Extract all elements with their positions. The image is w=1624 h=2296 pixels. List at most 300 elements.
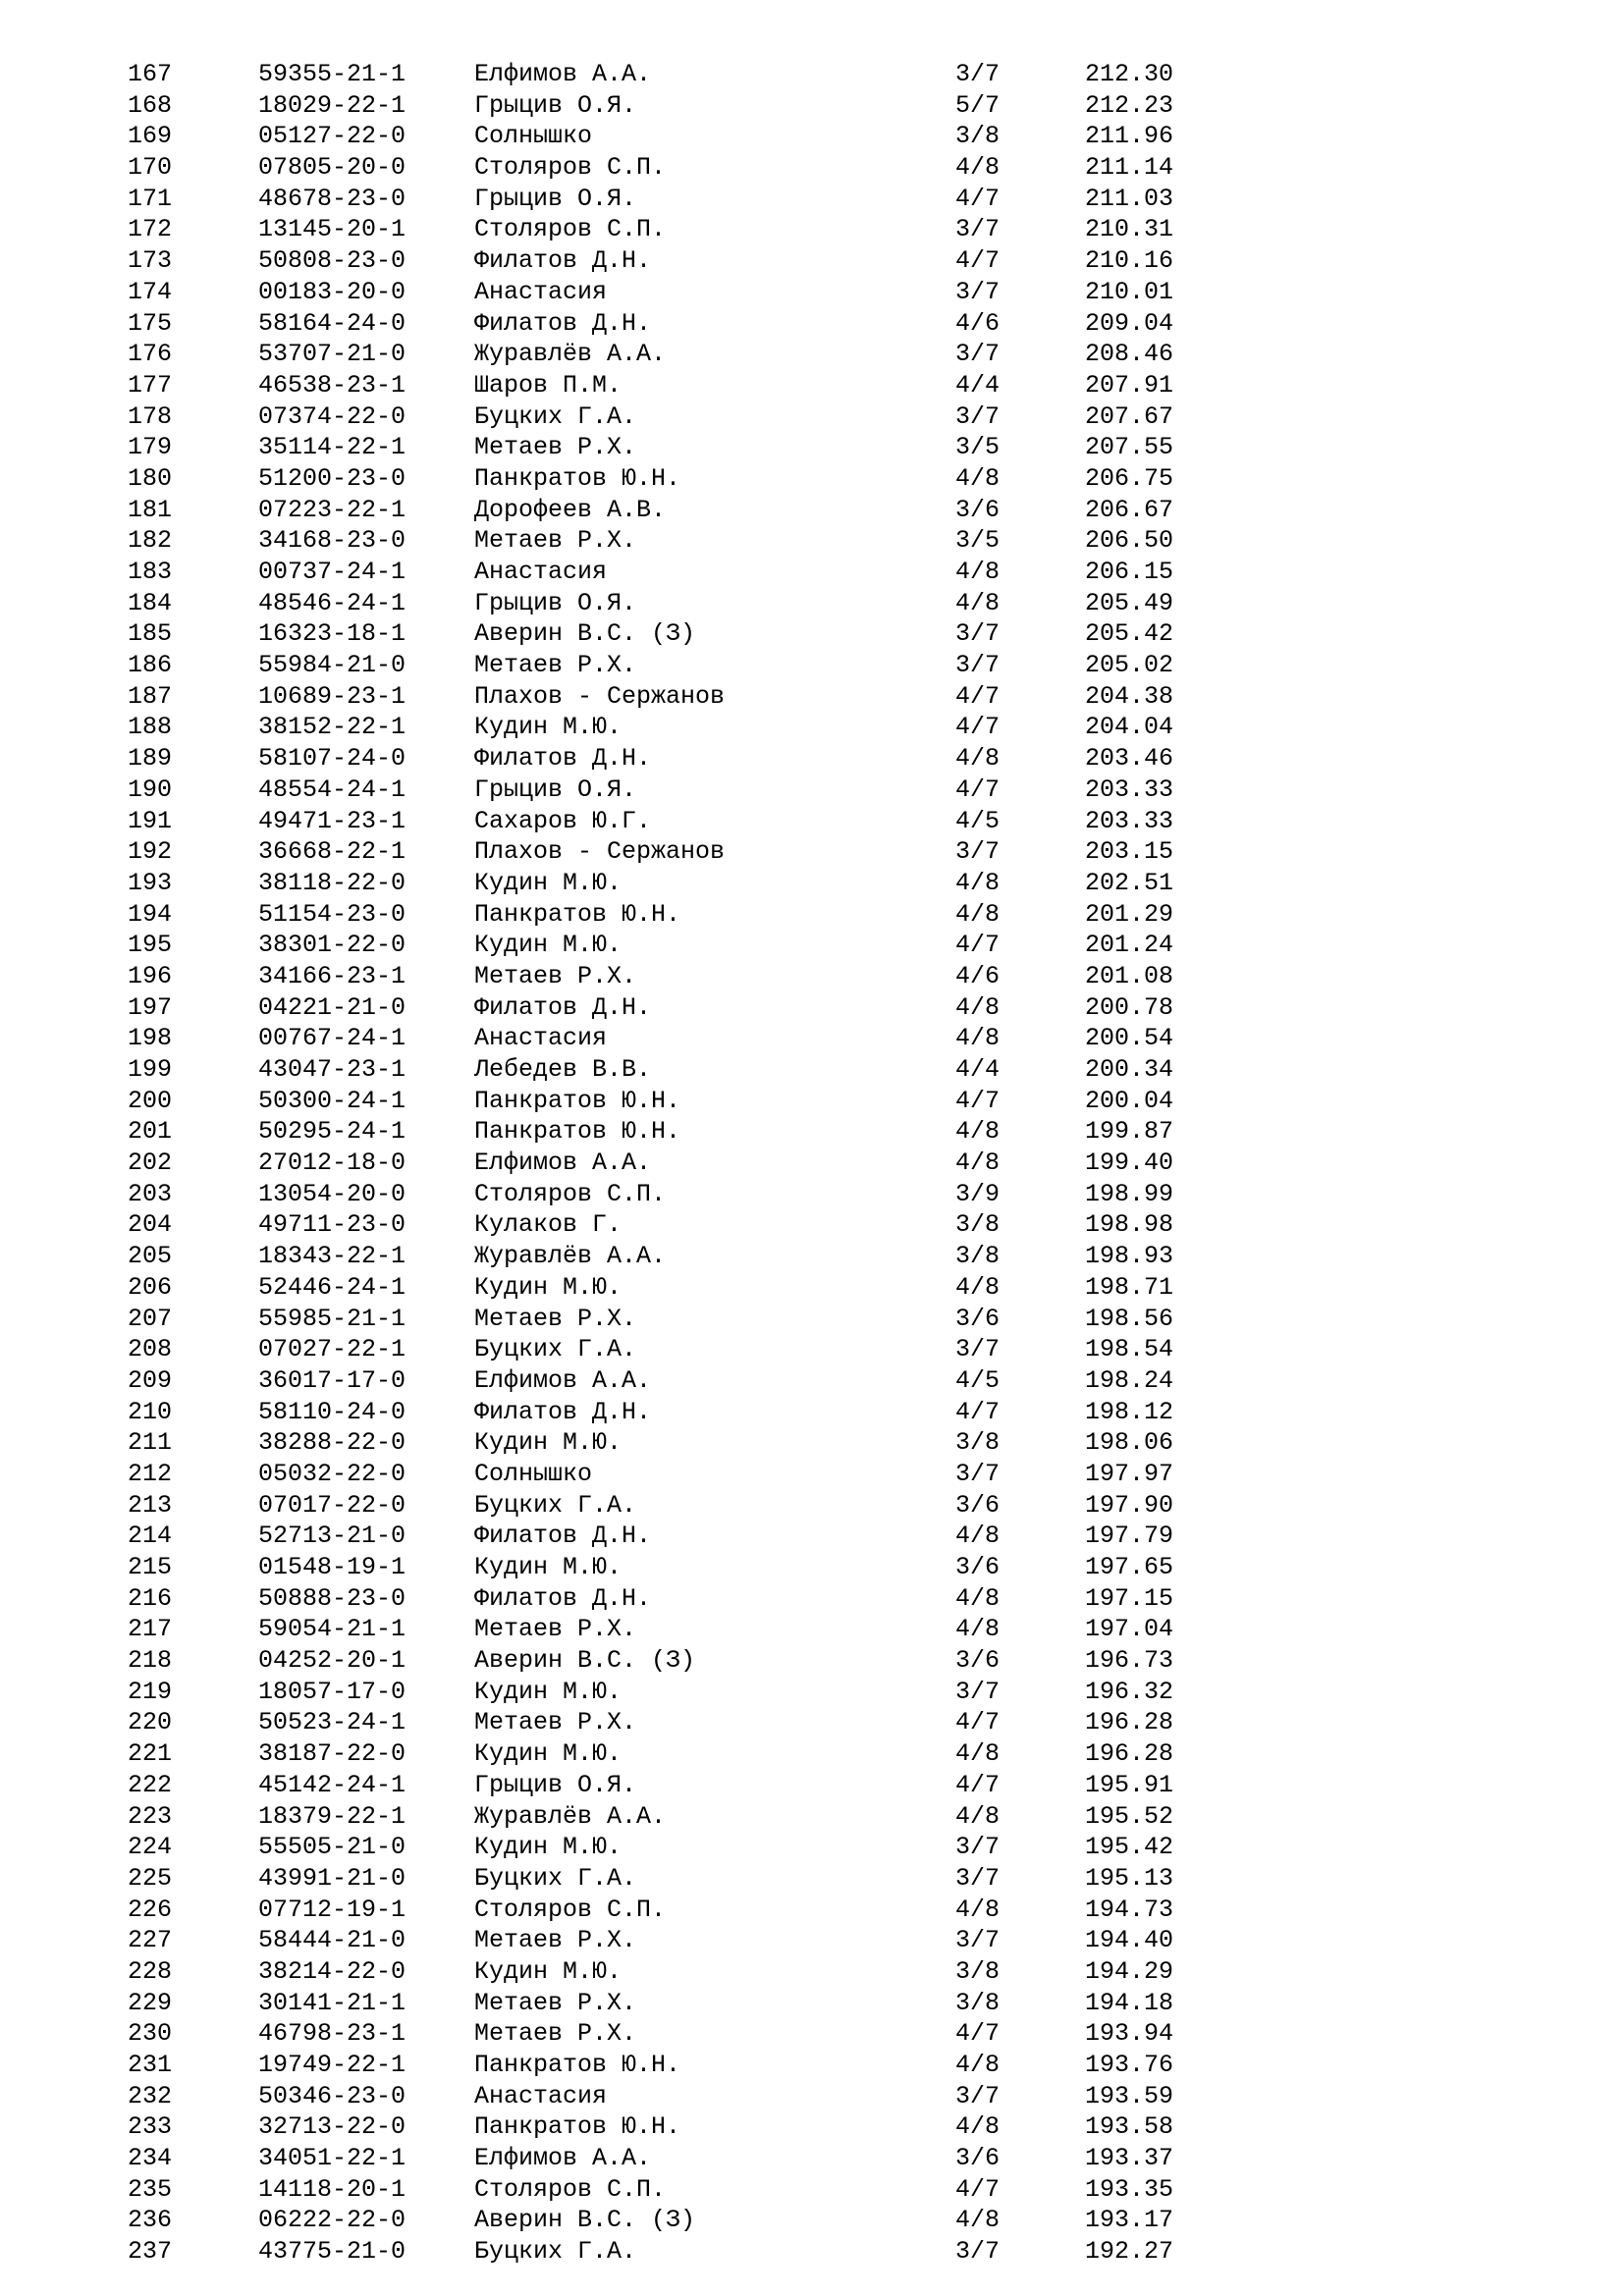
table-row (0, 495, 1624, 526)
owner-name: Столяров С.П. (474, 1179, 667, 1208)
record-id: 59355-21-1 (258, 60, 406, 88)
score-value: 198.71 (1085, 1272, 1174, 1302)
ratio-value: 4/7 (955, 1770, 1001, 1799)
table-row (0, 1304, 1624, 1335)
table-row (0, 1677, 1624, 1708)
table-row (0, 1427, 1624, 1459)
row-number: 215 (128, 1553, 173, 1581)
score-value: 199.87 (1085, 1117, 1174, 1147)
owner-name: Анастасия (474, 1024, 608, 1053)
owner-name: Панкратов Ю.Н. (474, 1086, 681, 1115)
score-value: 206.50 (1085, 526, 1174, 556)
score-value: 203.33 (1085, 774, 1174, 804)
record-id: 50523-24-1 (258, 1708, 406, 1737)
ratio-value: 4/8 (955, 2112, 1001, 2142)
record-id: 06222-22-0 (258, 2206, 406, 2235)
owner-name: Аверин В.С. (З) (474, 1646, 696, 1676)
row-number: 182 (128, 526, 173, 556)
record-id: 04221-21-0 (258, 992, 406, 1022)
score-value: 201.29 (1085, 899, 1174, 929)
record-id: 35114-22-1 (258, 433, 406, 462)
owner-name: Филатов Д.Н. (474, 1397, 652, 1426)
record-id: 10689-23-1 (258, 681, 406, 711)
table-row (0, 1334, 1624, 1365)
row-number: 176 (128, 340, 173, 369)
ratio-value: 3/7 (955, 1926, 1001, 1955)
ratio-value: 3/7 (955, 1863, 1001, 1893)
record-id: 50295-24-1 (258, 1117, 406, 1147)
record-id: 55984-21-0 (258, 651, 406, 680)
row-number: 213 (128, 1490, 173, 1520)
row-number: 200 (128, 1086, 173, 1115)
ratio-value: 3/8 (955, 1210, 1001, 1240)
record-id: 59054-21-1 (258, 1615, 406, 1644)
table-row (0, 774, 1624, 806)
table-row (0, 1459, 1624, 1490)
table-row (0, 1895, 1624, 1926)
record-id: 55985-21-1 (258, 1304, 406, 1333)
table-row (0, 1770, 1624, 1801)
row-number: 231 (128, 2051, 173, 2079)
record-id: 51200-23-0 (258, 463, 406, 493)
score-value: 197.15 (1085, 1583, 1174, 1613)
row-number: 179 (128, 433, 173, 462)
score-value: 203.46 (1085, 744, 1174, 774)
owner-name: Кудин М.Ю. (474, 1677, 623, 1706)
score-value: 196.28 (1085, 1739, 1174, 1769)
record-id: 05127-22-0 (258, 122, 406, 151)
owner-name: Солнышко (474, 1459, 593, 1488)
owner-name: Метаев Р.Х. (474, 651, 637, 680)
score-value: 193.76 (1085, 2051, 1174, 2079)
record-id: 00183-20-0 (258, 277, 406, 306)
ratio-value: 4/5 (955, 806, 1001, 835)
ratio-value: 4/7 (955, 1397, 1001, 1426)
table-row (0, 712, 1624, 743)
table-row (0, 525, 1624, 557)
score-value: 197.04 (1085, 1615, 1174, 1644)
owner-name: Грыцив О.Я. (474, 774, 637, 804)
score-value: 212.23 (1085, 90, 1174, 120)
ratio-value: 4/8 (955, 1801, 1001, 1831)
table-row (0, 1023, 1624, 1054)
owner-name: Буцких Г.А. (474, 1863, 637, 1893)
row-number: 170 (128, 153, 173, 183)
table-row (0, 961, 1624, 992)
row-number: 221 (128, 1739, 173, 1769)
owner-name: Филатов Д.Н. (474, 744, 652, 774)
record-id: 36017-17-0 (258, 1365, 406, 1395)
record-id: 49711-23-0 (258, 1210, 406, 1240)
record-id: 34051-22-1 (258, 2144, 406, 2173)
score-value: 206.15 (1085, 558, 1174, 586)
ratio-value: 3/7 (955, 277, 1001, 306)
score-value: 204.04 (1085, 713, 1174, 742)
owner-name: Грыцив О.Я. (474, 1770, 637, 1799)
row-number: 190 (128, 774, 173, 804)
score-value: 211.96 (1085, 122, 1174, 151)
ratio-value: 3/7 (955, 2237, 1001, 2267)
record-id: 32713-22-0 (258, 2112, 406, 2142)
table-row (0, 930, 1624, 961)
row-number: 227 (128, 1926, 173, 1955)
ratio-value: 4/8 (955, 1117, 1001, 1147)
ratio-value: 3/6 (955, 1553, 1001, 1581)
table-row (0, 214, 1624, 245)
ratio-value: 4/8 (955, 1583, 1001, 1613)
score-value: 203.15 (1085, 837, 1174, 867)
record-id: 46798-23-1 (258, 2019, 406, 2049)
table-row (0, 1925, 1624, 1956)
record-id: 50888-23-0 (258, 1583, 406, 1613)
row-number: 236 (128, 2206, 173, 2235)
score-value: 205.42 (1085, 619, 1174, 649)
owner-name: Буцких Г.А. (474, 1490, 637, 1520)
owner-name: Метаев Р.Х. (474, 1304, 637, 1333)
score-value: 193.94 (1085, 2019, 1174, 2049)
table-row (0, 836, 1624, 868)
score-value: 211.14 (1085, 153, 1174, 183)
owner-name: Кудин М.Ю. (474, 868, 623, 897)
record-id: 00737-24-1 (258, 558, 406, 586)
table-row (0, 2236, 1624, 2268)
row-number: 173 (128, 246, 173, 276)
row-number: 195 (128, 931, 173, 960)
score-value: 205.02 (1085, 651, 1174, 680)
row-number: 212 (128, 1459, 173, 1488)
score-value: 204.38 (1085, 681, 1174, 711)
row-number: 208 (128, 1335, 173, 1364)
owner-name: Метаев Р.Х. (474, 2019, 637, 2049)
score-value: 198.56 (1085, 1304, 1174, 1333)
table-row (0, 1801, 1624, 1833)
score-value: 195.13 (1085, 1863, 1174, 1893)
owner-name: Лебедев В.В. (474, 1055, 652, 1084)
table-row (0, 1832, 1624, 1863)
score-value: 206.67 (1085, 495, 1174, 524)
row-number: 192 (128, 837, 173, 867)
row-number: 189 (128, 744, 173, 774)
ratio-value: 4/4 (955, 1055, 1001, 1084)
table-row (0, 1179, 1624, 1210)
row-number: 232 (128, 2081, 173, 2110)
score-value: 201.08 (1085, 961, 1174, 990)
ratio-value: 4/7 (955, 246, 1001, 276)
row-number: 214 (128, 1522, 173, 1551)
row-number: 180 (128, 463, 173, 493)
ratio-value: 4/6 (955, 961, 1001, 990)
ratio-value: 4/8 (955, 1615, 1001, 1644)
table-row (0, 2205, 1624, 2236)
table-row (0, 463, 1624, 495)
table-row (0, 899, 1624, 931)
ratio-value: 3/8 (955, 122, 1001, 151)
table-row (0, 1148, 1624, 1179)
score-value: 207.91 (1085, 370, 1174, 400)
record-id: 49471-23-1 (258, 806, 406, 835)
ratio-value: 3/7 (955, 215, 1001, 244)
record-id: 58110-24-0 (258, 1397, 406, 1426)
owner-name: Кудин М.Ю. (474, 1739, 623, 1769)
table-row (0, 1521, 1624, 1552)
table-row (0, 1086, 1624, 1117)
row-number: 235 (128, 2174, 173, 2204)
ratio-value: 4/4 (955, 370, 1001, 400)
owner-name: Кудин М.Ю. (474, 713, 623, 742)
row-number: 199 (128, 1055, 173, 1084)
owner-name: Столяров С.П. (474, 215, 667, 244)
record-id: 58107-24-0 (258, 744, 406, 774)
ratio-value: 4/6 (955, 308, 1001, 338)
table-row (0, 184, 1624, 215)
record-id: 38187-22-0 (258, 1739, 406, 1769)
owner-name: Буцких Г.А. (474, 1335, 637, 1364)
score-value: 194.73 (1085, 1895, 1174, 1924)
row-number: 167 (128, 60, 173, 88)
table-row (0, 1209, 1624, 1241)
score-value: 193.58 (1085, 2112, 1174, 2142)
ratio-value: 4/8 (955, 1895, 1001, 1924)
ratio-value: 3/7 (955, 1335, 1001, 1364)
score-value: 196.32 (1085, 1677, 1174, 1706)
table-row (0, 90, 1624, 122)
owner-name: Грыцив О.Я. (474, 184, 637, 213)
owner-name: Сахаров Ю.Г. (474, 806, 652, 835)
ratio-value: 4/8 (955, 899, 1001, 929)
ratio-value: 4/7 (955, 2019, 1001, 2049)
owner-name: Плахов - Сержанов (474, 681, 726, 711)
ratio-value: 3/6 (955, 495, 1001, 524)
table-row (0, 401, 1624, 433)
ratio-value: 3/7 (955, 401, 1001, 431)
record-id: 43991-21-0 (258, 1863, 406, 1893)
score-value: 194.29 (1085, 1956, 1174, 1986)
owner-name: Елфимов А.А. (474, 2144, 652, 2173)
owner-name: Метаев Р.Х. (474, 433, 637, 462)
record-id: 55505-21-0 (258, 1833, 406, 1862)
table-row (0, 1054, 1624, 1086)
owner-name: Елфимов А.А. (474, 1148, 652, 1178)
ratio-value: 4/7 (955, 681, 1001, 711)
table-row (0, 618, 1624, 650)
row-number: 222 (128, 1770, 173, 1799)
table-row (0, 121, 1624, 152)
table-row (0, 277, 1624, 308)
record-id: 38288-22-0 (258, 1428, 406, 1458)
record-id: 07017-22-0 (258, 1490, 406, 1520)
owner-name: Буцких Г.А. (474, 401, 637, 431)
score-value: 212.30 (1085, 60, 1174, 88)
row-number: 234 (128, 2144, 173, 2173)
record-id: 58444-21-0 (258, 1926, 406, 1955)
record-id: 48546-24-1 (258, 588, 406, 617)
score-value: 202.51 (1085, 868, 1174, 897)
table-row (0, 432, 1624, 463)
record-id: 14118-20-1 (258, 2174, 406, 2204)
score-value: 210.16 (1085, 246, 1174, 276)
score-value: 200.04 (1085, 1086, 1174, 1115)
ratio-value: 4/8 (955, 1024, 1001, 1053)
row-number: 216 (128, 1583, 173, 1613)
row-number: 217 (128, 1615, 173, 1644)
row-number: 230 (128, 2019, 173, 2049)
table-row (0, 1272, 1624, 1304)
ratio-value: 3/7 (955, 619, 1001, 649)
table-row (0, 1645, 1624, 1677)
owner-name: Шаров П.М. (474, 370, 623, 400)
ratio-value: 4/8 (955, 558, 1001, 586)
ratio-value: 4/7 (955, 931, 1001, 960)
score-value: 203.33 (1085, 806, 1174, 835)
ratio-value: 3/5 (955, 433, 1001, 462)
record-id: 18379-22-1 (258, 1801, 406, 1831)
row-number: 174 (128, 277, 173, 306)
ratio-value: 4/8 (955, 1522, 1001, 1551)
table-row (0, 1552, 1624, 1583)
record-id: 50300-24-1 (258, 1086, 406, 1115)
table-row (0, 59, 1624, 90)
ratio-value: 3/7 (955, 60, 1001, 88)
table-row (0, 2174, 1624, 2206)
owner-name: Анастасия (474, 558, 608, 586)
score-value: 210.31 (1085, 215, 1174, 244)
owner-name: Грыцив О.Я. (474, 90, 637, 120)
owner-name: Метаев Р.Х. (474, 526, 637, 556)
owner-name: Аверин В.С. (З) (474, 2206, 696, 2235)
score-value: 195.42 (1085, 1833, 1174, 1862)
score-value: 206.75 (1085, 463, 1174, 493)
record-id: 38118-22-0 (258, 868, 406, 897)
record-id: 52446-24-1 (258, 1272, 406, 1302)
ratio-value: 4/8 (955, 992, 1001, 1022)
score-value: 195.91 (1085, 1770, 1174, 1799)
ratio-value: 3/6 (955, 2144, 1001, 2173)
row-number: 210 (128, 1397, 173, 1426)
owner-name: Панкратов Ю.Н. (474, 2051, 681, 2079)
row-number: 184 (128, 588, 173, 617)
score-value: 196.28 (1085, 1708, 1174, 1737)
score-value: 197.79 (1085, 1522, 1174, 1551)
score-value: 198.06 (1085, 1428, 1174, 1458)
score-value: 198.99 (1085, 1179, 1174, 1208)
table-row (0, 2111, 1624, 2143)
score-value: 192.27 (1085, 2237, 1174, 2267)
owner-name: Кулаков Г. (474, 1210, 623, 1240)
row-number: 209 (128, 1365, 173, 1395)
row-number: 168 (128, 90, 173, 120)
row-number: 204 (128, 1210, 173, 1240)
record-id: 19749-22-1 (258, 2051, 406, 2079)
record-id: 18057-17-0 (258, 1677, 406, 1706)
record-id: 07374-22-0 (258, 401, 406, 431)
record-id: 53707-21-0 (258, 340, 406, 369)
record-id: 38152-22-1 (258, 713, 406, 742)
record-id: 01548-19-1 (258, 1553, 406, 1581)
score-value: 198.12 (1085, 1397, 1174, 1426)
row-number: 183 (128, 558, 173, 586)
score-value: 198.98 (1085, 1210, 1174, 1240)
score-value: 211.03 (1085, 184, 1174, 213)
record-id: 34166-23-1 (258, 961, 406, 990)
score-value: 207.67 (1085, 401, 1174, 431)
ratio-value: 4/8 (955, 463, 1001, 493)
ratio-value: 4/7 (955, 184, 1001, 213)
row-number: 219 (128, 1677, 173, 1706)
owner-name: Панкратов Ю.Н. (474, 899, 681, 929)
score-value: 200.34 (1085, 1055, 1174, 1084)
ratio-value: 3/7 (955, 1459, 1001, 1488)
score-value: 194.40 (1085, 1926, 1174, 1955)
owner-name: Филатов Д.Н. (474, 308, 652, 338)
record-id: 18343-22-1 (258, 1242, 406, 1271)
row-number: 198 (128, 1024, 173, 1053)
owner-name: Плахов - Сержанов (474, 837, 726, 867)
score-value: 196.73 (1085, 1646, 1174, 1676)
row-number: 220 (128, 1708, 173, 1737)
table-row (0, 2081, 1624, 2112)
table-row (0, 681, 1624, 713)
record-id: 38214-22-0 (258, 1956, 406, 1986)
owner-name: Журавлёв А.А. (474, 1801, 667, 1831)
table-row (0, 370, 1624, 401)
row-number: 203 (128, 1179, 173, 1208)
row-number: 229 (128, 1988, 173, 2017)
record-id: 46538-23-1 (258, 370, 406, 400)
owner-name: Метаев Р.Х. (474, 1988, 637, 2017)
owner-name: Елфимов А.А. (474, 60, 652, 88)
owner-name: Столяров С.П. (474, 2174, 667, 2204)
owner-name: Кудин М.Ю. (474, 1553, 623, 1581)
ratio-value: 3/7 (955, 837, 1001, 867)
owner-name: Грыцив О.Я. (474, 588, 637, 617)
ratio-value: 4/7 (955, 2174, 1001, 2204)
row-number: 171 (128, 184, 173, 213)
row-number: 201 (128, 1117, 173, 1147)
ratio-value: 4/8 (955, 1739, 1001, 1769)
record-id: 27012-18-0 (258, 1148, 406, 1178)
table-row (0, 2050, 1624, 2081)
owner-name: Метаев Р.Х. (474, 1615, 637, 1644)
row-number: 169 (128, 122, 173, 151)
row-number: 206 (128, 1272, 173, 1302)
row-number: 223 (128, 1801, 173, 1831)
row-number: 225 (128, 1863, 173, 1893)
ratio-value: 3/7 (955, 2081, 1001, 2110)
score-value: 198.54 (1085, 1335, 1174, 1364)
record-id: 18029-22-1 (258, 90, 406, 120)
table-row (0, 992, 1624, 1024)
table-row (0, 1490, 1624, 1522)
ratio-value: 3/6 (955, 1304, 1001, 1333)
owner-name: Аверин В.С. (З) (474, 619, 696, 649)
record-id: 48554-24-1 (258, 774, 406, 804)
record-id: 07223-22-1 (258, 495, 406, 524)
ratio-value: 4/7 (955, 1086, 1001, 1115)
score-value: 198.93 (1085, 1242, 1174, 1271)
owner-name: Панкратов Ю.Н. (474, 1117, 681, 1147)
owner-name: Панкратов Ю.Н. (474, 2112, 681, 2142)
row-number: 197 (128, 992, 173, 1022)
owner-name: Филатов Д.Н. (474, 246, 652, 276)
row-number: 224 (128, 1833, 173, 1862)
table-row (0, 650, 1624, 681)
table-row (0, 1956, 1624, 1988)
table-row (0, 1988, 1624, 2019)
owner-name: Кудин М.Ю. (474, 931, 623, 960)
ratio-value: 4/7 (955, 1708, 1001, 1737)
results-table (0, 59, 1624, 2268)
table-row (0, 1116, 1624, 1148)
